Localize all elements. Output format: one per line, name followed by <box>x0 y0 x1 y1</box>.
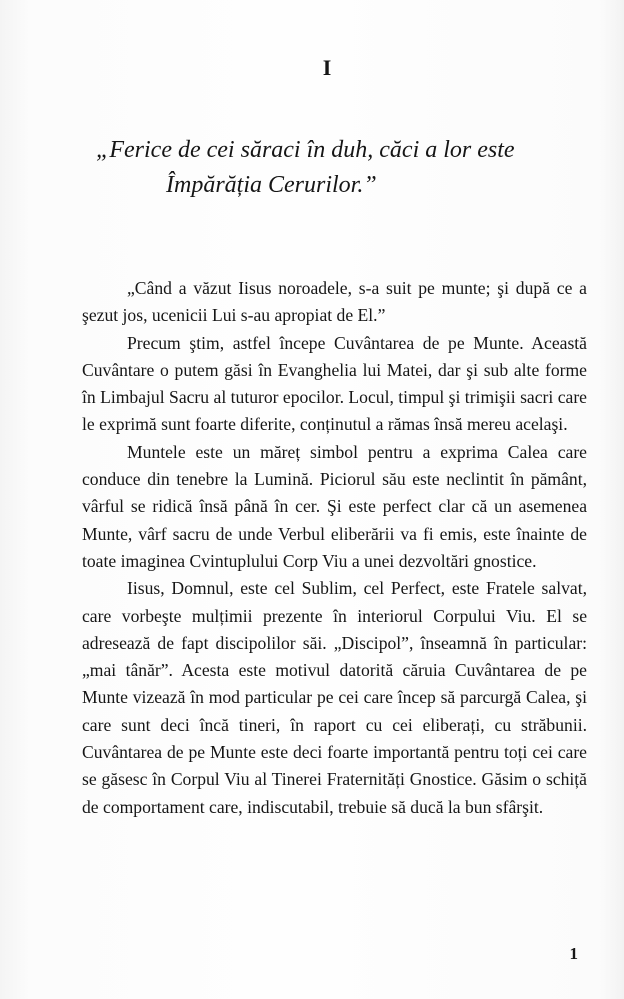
page-number: 1 <box>569 944 578 963</box>
paragraph-sermon-intro: Precum ştim, astfel începe Cuvântarea de pe Munte. Această Cuvântare o putem găsi în Evanghelia lui Matei, dar şi sub alte forme în Limbajul Sacru al tuturor epocilor. Locul, timpul şi trimişii sacri care le exprimă sunt foarte diferite, conținutul a rămas însă mereu acelaşi. <box>82 332 587 435</box>
epigraph-quote <box>96 133 596 203</box>
paragraph-disciples: Iisus, Domnul, este cel Sublim, cel Perfect, este Fratele salvat, care vorbeşte mulțimii prezente în interiorul Corpului Viu. El se adresează de fapt discipolilor săi. „Discipol”, înseamnă în particular: „mai tânăr”. Acesta este motivul datorită căruia Cuvântarea de pe Munte vizează în mod particular pe cei care încep să parcurgă Calea, şi care sunt deci încă tineri, în raport cu cei eliberați, cu străbunii. Cuvântarea de pe Munte este deci foarte importantă pentru toți cei care se găsesc în Corpul Viu al Tinerei Fraternități Gnostice. Găsim o schiță de comportament care, indiscutabil, trebuie să ducă la bun sfârşit. <box>82 578 587 817</box>
paragraph-mountain-symbol: Muntele este un măreț simbol pentru a exprima Calea care conduce din tenebre la Lumină. Piciorul său este neclintit în pământ, vârful se ridică însă până în cer. Şi este perfect clar că un asemenea Munte, vârf sacru de unde Verbul eliberării va fi emis, este înainte de toate imaginea Cvintuplului Corp Viu a unei dezvoltări gnostice. <box>82 441 587 571</box>
body-text <box>82 275 587 821</box>
chapter-number: I <box>322 55 332 80</box>
epigraph-line-2: Împărăția Cerurilor.” <box>166 172 377 198</box>
paragraph-gospel-quote: „Când a văzut Iisus noroadele, s-a suit pe munte; şi după ce a şezut jos, ucenicii Lui s-au apropiat de El.” <box>82 278 587 326</box>
epigraph-line-1: „Ferice de cei săraci în duh, căci a lor este <box>96 137 515 163</box>
